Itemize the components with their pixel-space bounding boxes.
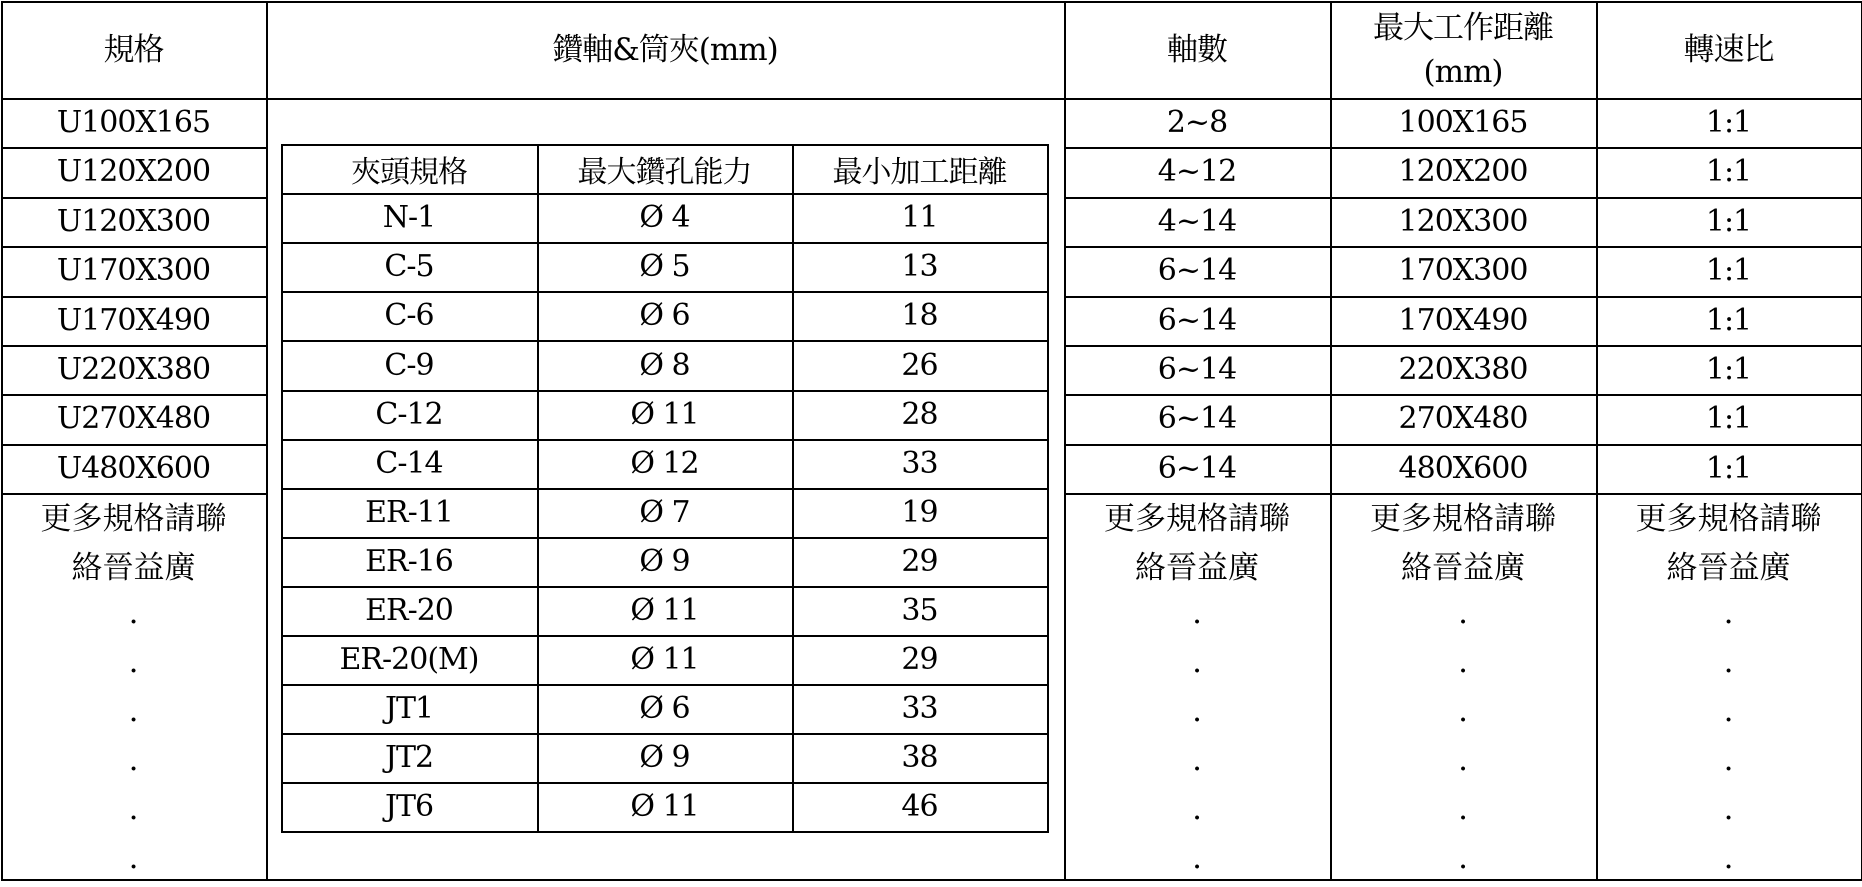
max-drill-cell: Ø 9	[639, 544, 690, 579]
max-drill-cell: Ø 5	[639, 249, 690, 284]
distance-cell: 170X490	[1398, 302, 1528, 338]
ellipsis-dot: .	[1723, 791, 1734, 827]
ratio-cell: 1:1	[1705, 104, 1752, 140]
distance-cell: 120X200	[1398, 154, 1528, 189]
ellipsis-dot: .	[1458, 644, 1468, 680]
spec-cell: U100X165	[56, 104, 211, 140]
min-distance-cell: 19	[901, 495, 938, 530]
axes-cell: 6~14	[1157, 351, 1237, 387]
ratio-cell: 1:1	[1705, 450, 1752, 486]
axes-cell: 6~14	[1157, 450, 1237, 486]
ratio-cell: 1:1	[1705, 401, 1752, 436]
chuck-model-cell: C-5	[384, 249, 434, 284]
more-note-line2: 絡晉益廣	[1401, 550, 1525, 586]
min-distance-cell: 18	[901, 298, 938, 333]
chuck-model-cell: C-14	[375, 446, 443, 481]
chuck-model-cell: ER-20(M)	[339, 642, 479, 677]
chuck-model-cell: ER-11	[365, 495, 453, 530]
min-distance-cell: 33	[901, 446, 938, 481]
chuck-model-cell: N-1	[382, 200, 436, 235]
ellipsis-dot: .	[1723, 595, 1734, 631]
inner-column-divider	[1047, 144, 1049, 833]
ellipsis-dot: .	[1458, 840, 1468, 876]
chuck-model-cell: JT6	[384, 789, 434, 824]
ratio-cell: 1:1	[1705, 302, 1752, 338]
min-distance-cell: 29	[901, 642, 938, 677]
inner-header: 最大鑽孔能力	[577, 154, 752, 190]
max-drill-cell: Ø 8	[639, 347, 690, 383]
distance-cell: 100X165	[1398, 104, 1528, 140]
ellipsis-dot: .	[128, 693, 139, 729]
ellipsis-dot: .	[1458, 742, 1468, 778]
max-drill-cell: Ø 4	[639, 200, 690, 235]
more-specs-note	[1330, 495, 1596, 887]
more-note-line1: 更多規格請聯	[1635, 501, 1822, 537]
header-max-distance-line1: 最大工作距離	[1373, 9, 1553, 46]
max-drill-cell: Ø 11	[630, 593, 699, 628]
distance-cell: 220X380	[1398, 351, 1528, 387]
ellipsis-dot: .	[1192, 595, 1202, 631]
distance-cell: 270X480	[1398, 401, 1528, 436]
max-drill-cell: Ø 6	[639, 298, 690, 333]
more-note-line2: 絡晉益廣	[71, 550, 196, 586]
ellipsis-dot: .	[1458, 595, 1468, 631]
ellipsis-dot: .	[128, 595, 139, 631]
chuck-model-cell: ER-16	[365, 544, 453, 579]
ratio-cell: 1:1	[1705, 351, 1752, 387]
ellipsis-dot: .	[128, 791, 139, 827]
header-axes: 軸數	[1167, 31, 1227, 68]
min-distance-cell: 38	[901, 740, 938, 775]
ellipsis-dot: .	[1192, 693, 1202, 729]
spec-cell: U270X480	[56, 401, 211, 436]
more-note-line1: 更多規格請聯	[1104, 501, 1290, 537]
chuck-model-cell: JT1	[384, 691, 434, 726]
spec-cell: U170X490	[56, 302, 211, 338]
header-spindle: 鑽軸&筒夾(mm)	[552, 31, 778, 68]
axes-cell: 6~14	[1157, 401, 1237, 436]
max-drill-cell: Ø 11	[630, 397, 699, 432]
ratio-cell: 1:1	[1705, 154, 1752, 189]
ellipsis-dot: .	[128, 644, 139, 680]
max-drill-cell: Ø 7	[639, 495, 690, 530]
min-distance-cell: 13	[901, 249, 938, 284]
axes-cell: 4~14	[1157, 203, 1237, 239]
ellipsis-dot: .	[128, 840, 139, 876]
more-note-line2: 絡晉益廣	[1666, 550, 1791, 586]
column-divider	[266, 1, 268, 881]
min-distance-cell: 29	[901, 544, 938, 579]
inner-header: 最小加工距離	[832, 154, 1007, 190]
header-ratio: 轉速比	[1683, 31, 1774, 68]
more-specs-note	[1064, 495, 1330, 887]
header-spec: 規格	[103, 31, 164, 68]
ratio-cell: 1:1	[1705, 253, 1752, 288]
ellipsis-dot: .	[1723, 742, 1734, 778]
distance-cell: 170X300	[1398, 253, 1528, 288]
axes-cell: 6~14	[1157, 253, 1237, 288]
more-note-line1: 更多規格請聯	[40, 501, 227, 537]
header-max-distance	[1330, 1, 1596, 98]
distance-cell: 480X600	[1398, 450, 1528, 486]
axes-cell: 4~12	[1157, 154, 1237, 189]
ellipsis-dot: .	[1192, 791, 1202, 827]
min-distance-cell: 26	[901, 347, 938, 383]
ellipsis-dot: .	[1458, 693, 1468, 729]
spec-cell: U480X600	[56, 450, 211, 486]
distance-cell: 120X300	[1398, 203, 1528, 239]
chuck-model-cell: JT2	[384, 740, 434, 775]
chuck-model-cell: C-6	[384, 298, 434, 333]
ellipsis-dot: .	[1723, 840, 1734, 876]
max-drill-cell: Ø 6	[639, 691, 690, 726]
min-distance-cell: 28	[901, 397, 938, 432]
more-specs-note	[1596, 495, 1861, 887]
ellipsis-dot: .	[1192, 742, 1202, 778]
min-distance-cell: 35	[901, 593, 938, 628]
axes-cell: 2~8	[1166, 104, 1228, 140]
chuck-model-cell: C-9	[384, 347, 434, 383]
ellipsis-dot: .	[1192, 644, 1202, 680]
more-note-line2: 絡晉益廣	[1135, 550, 1259, 586]
spec-cell: U220X380	[56, 351, 211, 387]
max-drill-cell: Ø 12	[630, 446, 699, 481]
min-distance-cell: 33	[901, 691, 938, 726]
spec-cell: U170X300	[56, 253, 211, 288]
max-drill-cell: Ø 9	[639, 740, 690, 775]
min-distance-cell: 11	[901, 200, 938, 235]
axes-cell: 6~14	[1157, 302, 1237, 338]
more-specs-note	[1, 495, 266, 887]
spec-cell: U120X200	[56, 154, 211, 189]
spec-cell: U120X300	[56, 203, 211, 239]
inner-header: 夾頭規格	[351, 154, 467, 190]
inner-row-divider	[281, 831, 1049, 833]
ellipsis-dot: .	[1723, 644, 1734, 680]
ellipsis-dot: .	[1192, 840, 1202, 876]
min-distance-cell: 46	[901, 789, 938, 824]
chuck-model-cell: C-12	[375, 397, 443, 432]
chuck-model-cell: ER-20	[365, 593, 453, 628]
header-max-distance-line2: (mm)	[1423, 53, 1503, 90]
more-note-line1: 更多規格請聯	[1370, 501, 1556, 537]
ellipsis-dot: .	[128, 742, 139, 778]
ratio-cell: 1:1	[1705, 203, 1752, 239]
ellipsis-dot: .	[1458, 791, 1468, 827]
max-drill-cell: Ø 11	[630, 789, 699, 824]
max-drill-cell: Ø 11	[630, 642, 699, 677]
ellipsis-dot: .	[1723, 693, 1734, 729]
